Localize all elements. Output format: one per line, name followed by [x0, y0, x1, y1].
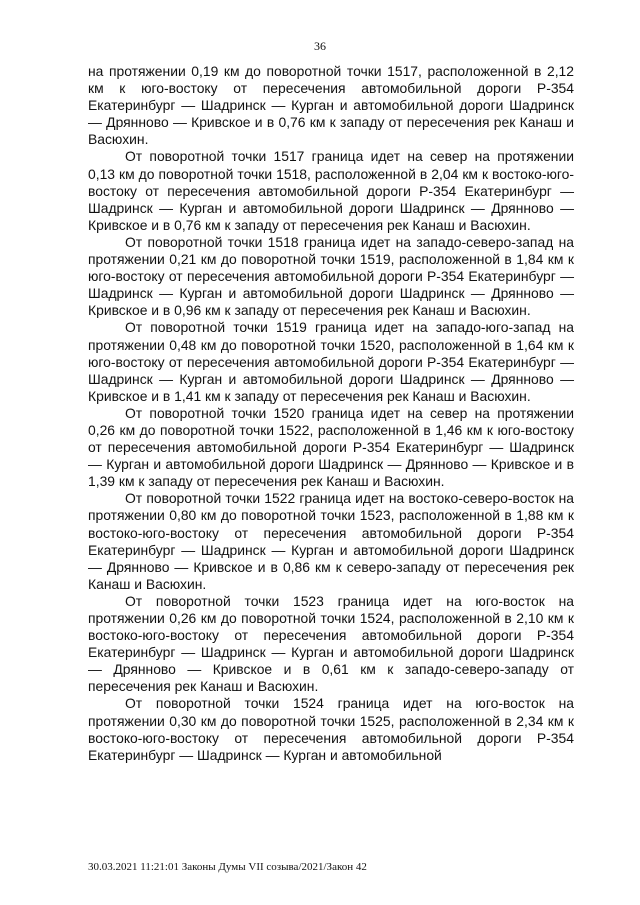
paragraph: От поворотной точки 1517 граница идет на север на протяжении 0,13 км до поворотной точки 1518, расположенной в 2,04 км к востоко-юго-востоку от пересечения автомобильной дороги Р-354 Екатеринбург — Шадринск — Курган и автомобильной дороги Шадринск — Дрянново — Кривское и в 0,76 км к западу от пересечения рек Канаш и Васюхин.	[88, 148, 574, 233]
paragraph-continued: на протяжении 0,19 км до поворотной точки 1517, расположенной в 2,12 км к юго-востоку от пересечения автомобильной дороги Р-354 Екатеринбург — Шадринск — Курган и автомобильной дороги Шадринск — Дрянново — Кривское и в 0,76 км к западу от пересечения рек Канаш и Васюхин.	[88, 63, 574, 148]
document-footer: 30.03.2021 11:21:01 Законы Думы VII созыва/2021/Закон 42	[88, 861, 367, 873]
paragraph: От поворотной точки 1520 граница идет на север на протяжении 0,26 км до поворотной точки 1522, расположенной в 1,46 км к юго-востоку от пересечения автомобильной дороги Р-354 Екатеринбург — Шадринск — Курган и автомобильной дороги Шадринск — Дрянново — Кривское и в 1,39 км к западу от пересечения рек Канаш и Васюхин.	[88, 404, 574, 490]
paragraph: От поворотной точки 1522 граница идет на востоко-северо-восток на протяжении 0,80 км до поворотной точки 1523, расположенной в 1,88 км к востоко-юго-востоку от пересечения автомобильной дороги Р-354 Екатеринбург — Шадринск — Курган и автомобильной дороги Шадринск — Дрянново — Кривское и в 0,86 км к северо-западу от пересечения рек Канаш и Васюхин.	[88, 490, 574, 592]
paragraph: От поворотной точки 1519 граница идет на западо-юго-запад на протяжении 0,48 км до поворотной точки 1520, расположенной в 1,64 км к юго-востоку от пересечения автомобильной дороги Р-354 Екатеринбург — Шадринск — Курган и автомобильной дороги Шадринск — Дрянново — Кривское и в 1,41 км к западу от пересечения рек Канаш и Васюхин.	[88, 319, 574, 404]
paragraph: От поворотной точки 1518 граница идет на западо-северо-запад на протяжении 0,21 км до поворотной точки 1519, расположенной в 1,84 км к юго-востоку от пересечения автомобильной дороги Р-354 Екатеринбург — Шадринск — Курган и автомобильной дороги Шадринск — Дрянново — Кривское и в 0,96 км к западу от пересечения рек Канаш и Васюхин.	[88, 233, 574, 319]
document-body	[88, 63, 574, 764]
page-number: 36	[314, 39, 326, 53]
paragraph: От поворотной точки 1523 граница идет на юго-восток на протяжении 0,26 км до поворотной точки 1524, расположенной в 2,10 км к востоко-юго-востоку от пересечения автомобильной дороги Р-354 Екатеринбург — Шадринск — Курган и автомобильной дороги Шадринск — Дрянново — Кривское и в 0,61 км к западо-северо-западу от пересечения рек Канаш и Васюхин.	[88, 592, 574, 695]
paragraph: От поворотной точки 1524 граница идет на юго-восток на протяжении 0,30 км до поворотной точки 1525, расположенной в 2,34 км к востоко-юго-востоку от пересечения автомобильной дороги Р-354 Екатеринбург — Шадринск — Курган и автомобильной	[88, 695, 574, 763]
